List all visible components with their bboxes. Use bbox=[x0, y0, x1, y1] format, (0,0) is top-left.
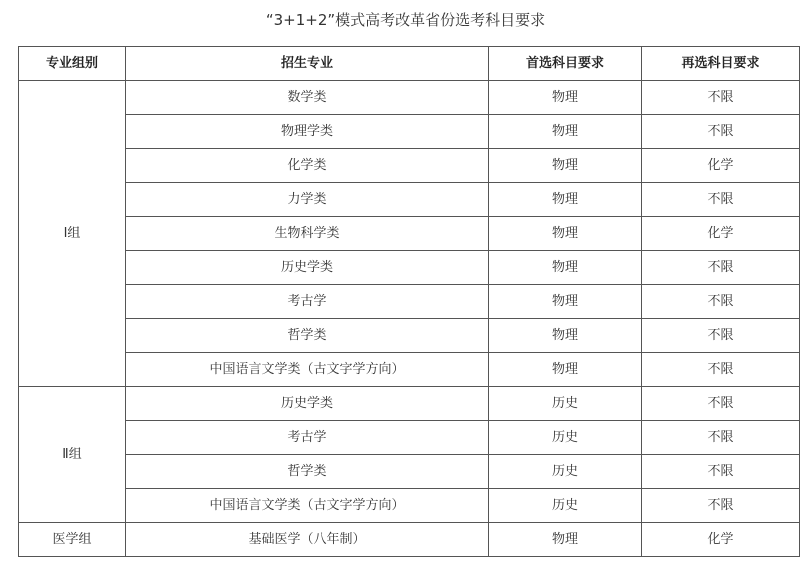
major-cell: 考古学 bbox=[126, 421, 489, 455]
first-subject-cell: 物理 bbox=[489, 285, 642, 319]
group-cell: Ⅰ组 bbox=[19, 81, 126, 387]
table-row bbox=[19, 183, 800, 217]
second-subject-cell: 化学 bbox=[642, 523, 800, 557]
first-subject-cell: 物理 bbox=[489, 149, 642, 183]
first-subject-cell: 历史 bbox=[489, 489, 642, 523]
major-cell: 物理学类 bbox=[126, 115, 489, 149]
table-row bbox=[19, 115, 800, 149]
table-row bbox=[19, 489, 800, 523]
table-row bbox=[19, 81, 800, 115]
table-row bbox=[19, 251, 800, 285]
major-cell: 历史学类 bbox=[126, 251, 489, 285]
header-major: 招生专业 bbox=[126, 47, 489, 81]
major-cell: 哲学类 bbox=[126, 455, 489, 489]
major-cell: 化学类 bbox=[126, 149, 489, 183]
first-subject-cell: 物理 bbox=[489, 319, 642, 353]
table-row bbox=[19, 217, 800, 251]
table-row bbox=[19, 353, 800, 387]
table-header-row bbox=[19, 47, 800, 81]
header-second-subject: 再选科目要求 bbox=[642, 47, 800, 81]
table-row bbox=[19, 421, 800, 455]
second-subject-cell: 不限 bbox=[642, 81, 800, 115]
first-subject-cell: 历史 bbox=[489, 387, 642, 421]
first-subject-cell: 物理 bbox=[489, 523, 642, 557]
second-subject-cell: 不限 bbox=[642, 455, 800, 489]
second-subject-cell: 不限 bbox=[642, 285, 800, 319]
second-subject-cell: 不限 bbox=[642, 251, 800, 285]
second-subject-cell: 不限 bbox=[642, 183, 800, 217]
first-subject-cell: 历史 bbox=[489, 421, 642, 455]
table-row bbox=[19, 523, 800, 557]
second-subject-cell: 不限 bbox=[642, 319, 800, 353]
second-subject-cell: 不限 bbox=[642, 387, 800, 421]
first-subject-cell: 物理 bbox=[489, 183, 642, 217]
group-cell: 医学组 bbox=[19, 523, 126, 557]
header-first-subject: 首选科目要求 bbox=[489, 47, 642, 81]
major-cell: 基础医学（八年制） bbox=[126, 523, 489, 557]
table-row bbox=[19, 455, 800, 489]
table-row bbox=[19, 319, 800, 353]
major-cell: 中国语言文学类（古文字学方向） bbox=[126, 489, 489, 523]
first-subject-cell: 物理 bbox=[489, 353, 642, 387]
first-subject-cell: 历史 bbox=[489, 455, 642, 489]
second-subject-cell: 不限 bbox=[642, 421, 800, 455]
first-subject-cell: 物理 bbox=[489, 81, 642, 115]
table-row bbox=[19, 387, 800, 421]
table-row bbox=[19, 149, 800, 183]
first-subject-cell: 物理 bbox=[489, 115, 642, 149]
first-subject-cell: 物理 bbox=[489, 217, 642, 251]
group-cell: Ⅱ组 bbox=[19, 387, 126, 523]
major-cell: 考古学 bbox=[126, 285, 489, 319]
table-row bbox=[19, 285, 800, 319]
page-title: “3+1+2”模式高考改革省份选考科目要求 bbox=[265, 11, 546, 29]
major-cell: 哲学类 bbox=[126, 319, 489, 353]
second-subject-cell: 化学 bbox=[642, 149, 800, 183]
major-cell: 数学类 bbox=[126, 81, 489, 115]
first-subject-cell: 物理 bbox=[489, 251, 642, 285]
major-cell: 历史学类 bbox=[126, 387, 489, 421]
major-cell: 力学类 bbox=[126, 183, 489, 217]
major-cell: 生物科学类 bbox=[126, 217, 489, 251]
major-cell: 中国语言文学类（古文字学方向） bbox=[126, 353, 489, 387]
second-subject-cell: 不限 bbox=[642, 353, 800, 387]
second-subject-cell: 不限 bbox=[642, 489, 800, 523]
second-subject-cell: 不限 bbox=[642, 115, 800, 149]
header-group: 专业组别 bbox=[19, 47, 126, 81]
second-subject-cell: 化学 bbox=[642, 217, 800, 251]
requirements-table bbox=[18, 46, 800, 557]
